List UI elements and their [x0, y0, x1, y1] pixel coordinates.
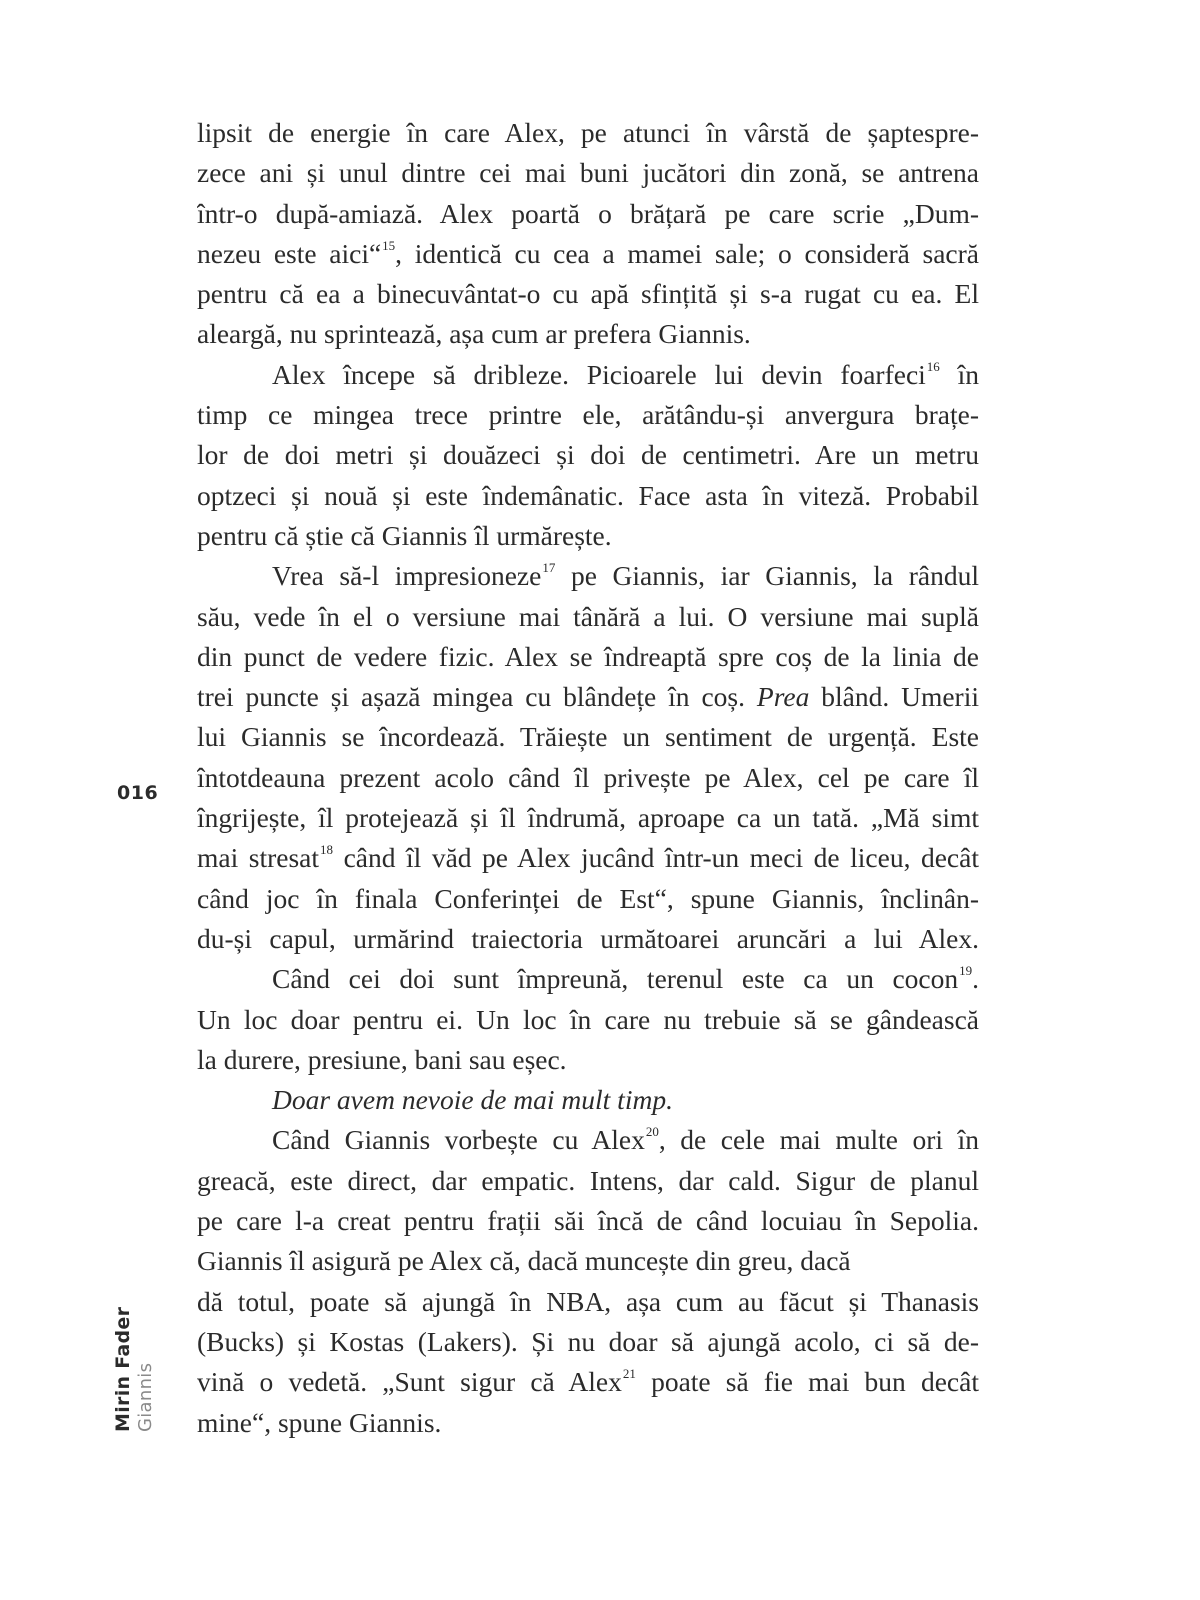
footnote-marker[interactable]: 21: [622, 1366, 636, 1382]
running-head: [112, 1307, 158, 1432]
text-line: pentru că știe că Giannis îl urmărește.: [197, 519, 612, 551]
emphasis-text: Prea: [756, 681, 810, 713]
text-fragment: trei puncte și așază mingea cu blândețe în coș.: [197, 681, 757, 713]
text-line: timp ce mingea trece printre ele, arătându-și anvergura brațe-: [197, 399, 979, 431]
page-number: 016: [117, 782, 159, 804]
footnote-marker[interactable]: 19: [959, 963, 973, 979]
text-line: (Bucks) și Kostas (Lakers). Și nu doar să ajungă acolo, ci să de-: [197, 1325, 979, 1357]
text-fragment: vină o vedetă. „Sunt sigur că Alex: [197, 1366, 622, 1398]
footnote-marker[interactable]: 15: [382, 237, 396, 253]
text-line: din punct de vedere fizic. Alex se îndreaptă spre coș de la linia de: [197, 640, 979, 672]
text-line: [197, 838, 979, 878]
text-line: Giannis îl asigură pe Alex că, dacă muncește din greu, dacă: [197, 1245, 851, 1277]
text-line: [197, 234, 979, 274]
text-line: Un loc doar pentru ei. Un loc în care nu trebuie să se gândească: [197, 1003, 979, 1035]
text-fragment: când îl văd pe Alex jucând într-un meci de liceu, decât: [333, 842, 979, 874]
text-line: întotdeauna prezent acolo când îl privește pe Alex, cel pe care îl: [197, 761, 979, 793]
running-head-title: Giannis: [135, 1362, 156, 1432]
text-fragment: , identică cu cea a mamei sale; o consideră sacră: [395, 237, 979, 269]
text-fragment: în: [939, 358, 979, 390]
text-line: pe care l-a creat pentru frații săi încă de când locuiau în Sepolia.: [197, 1205, 979, 1237]
body-text: [197, 113, 979, 1443]
text-line: lipsit de energie în care Alex, pe atunci în vârstă de șaptespre-: [197, 117, 979, 148]
text-fragment: pe Giannis, iar Giannis, la rândul: [555, 560, 979, 592]
text-line: dă totul, poate să ajungă în NBA, așa cum au făcut și Thanasis: [197, 1285, 979, 1317]
text-fragment: Alex începe să dribleze. Picioarele lui devin foarfeci: [272, 358, 926, 390]
text-line: la durere, presiune, bani sau eșec.: [197, 1043, 567, 1075]
footnote-marker[interactable]: 18: [320, 842, 334, 858]
footnote-marker[interactable]: 20: [645, 1124, 659, 1140]
text-line: [197, 355, 979, 395]
text-line: du-și capul, urmărind traiectoria următoarei aruncări a lui Alex.: [197, 922, 979, 954]
italic-thought-line: Doar avem nevoie de mai mult timp.: [272, 1084, 673, 1116]
text-fragment: Vrea să-l impresioneze: [272, 560, 542, 592]
text-fragment: mai stresat: [197, 842, 320, 874]
text-line: mine“, spune Giannis.: [197, 1406, 442, 1438]
text-line: său, vede în el o versiune mai tânără a lui. O versiune mai suplă: [197, 600, 979, 632]
text-line: [197, 677, 979, 717]
text-line: lui Giannis se încordează. Trăiește un sentiment de urgență. Este: [197, 721, 979, 753]
text-fragment: blând. Umerii: [809, 681, 979, 713]
text-fragment: , de cele mai multe ori în: [658, 1124, 979, 1156]
footnote-marker[interactable]: 16: [926, 358, 940, 374]
text-line: [197, 1120, 979, 1160]
text-fragment: Când Giannis vorbește cu Alex: [272, 1124, 645, 1156]
text-line: într-o după-amiază. Alex poartă o brățară pe care scrie „Dum-: [197, 197, 979, 229]
text-fragment: poate să fie mai bun decât: [635, 1366, 979, 1398]
text-fragment: nezeu este aici“: [197, 237, 382, 269]
text-line: zece ani și unul dintre cei mai buni jucători din zonă, se antrena: [197, 157, 979, 189]
text-line: lor de doi metri și douăzeci și doi de centimetri. Are un metru: [197, 439, 979, 471]
text-fragment: Când cei doi sunt împreună, terenul este ca un cocon: [272, 963, 959, 995]
running-head-author: Mirin Fader: [112, 1306, 134, 1432]
text-fragment: .: [972, 963, 979, 995]
text-line: optzeci și nouă și este îndemânatic. Face asta în viteză. Probabil: [197, 479, 979, 511]
footnote-marker[interactable]: 17: [542, 560, 556, 576]
text-line: îngrijește, îl protejează și îl îndrumă, aproape ca un tată. „Mă simt: [197, 802, 979, 834]
text-line: [197, 959, 979, 999]
text-line: [197, 556, 979, 596]
text-line: când joc în finala Conferinței de Est“, spune Giannis, înclinân-: [197, 882, 979, 914]
text-line: [197, 1362, 979, 1402]
text-line: pentru că ea a binecuvântat-o cu apă sfințită și s-a rugat cu ea. El: [197, 278, 979, 310]
text-line: greacă, este direct, dar empatic. Intens, dar cald. Sigur de planul: [197, 1164, 979, 1196]
text-line: aleargă, nu sprintează, așa cum ar prefera Giannis.: [197, 318, 751, 350]
